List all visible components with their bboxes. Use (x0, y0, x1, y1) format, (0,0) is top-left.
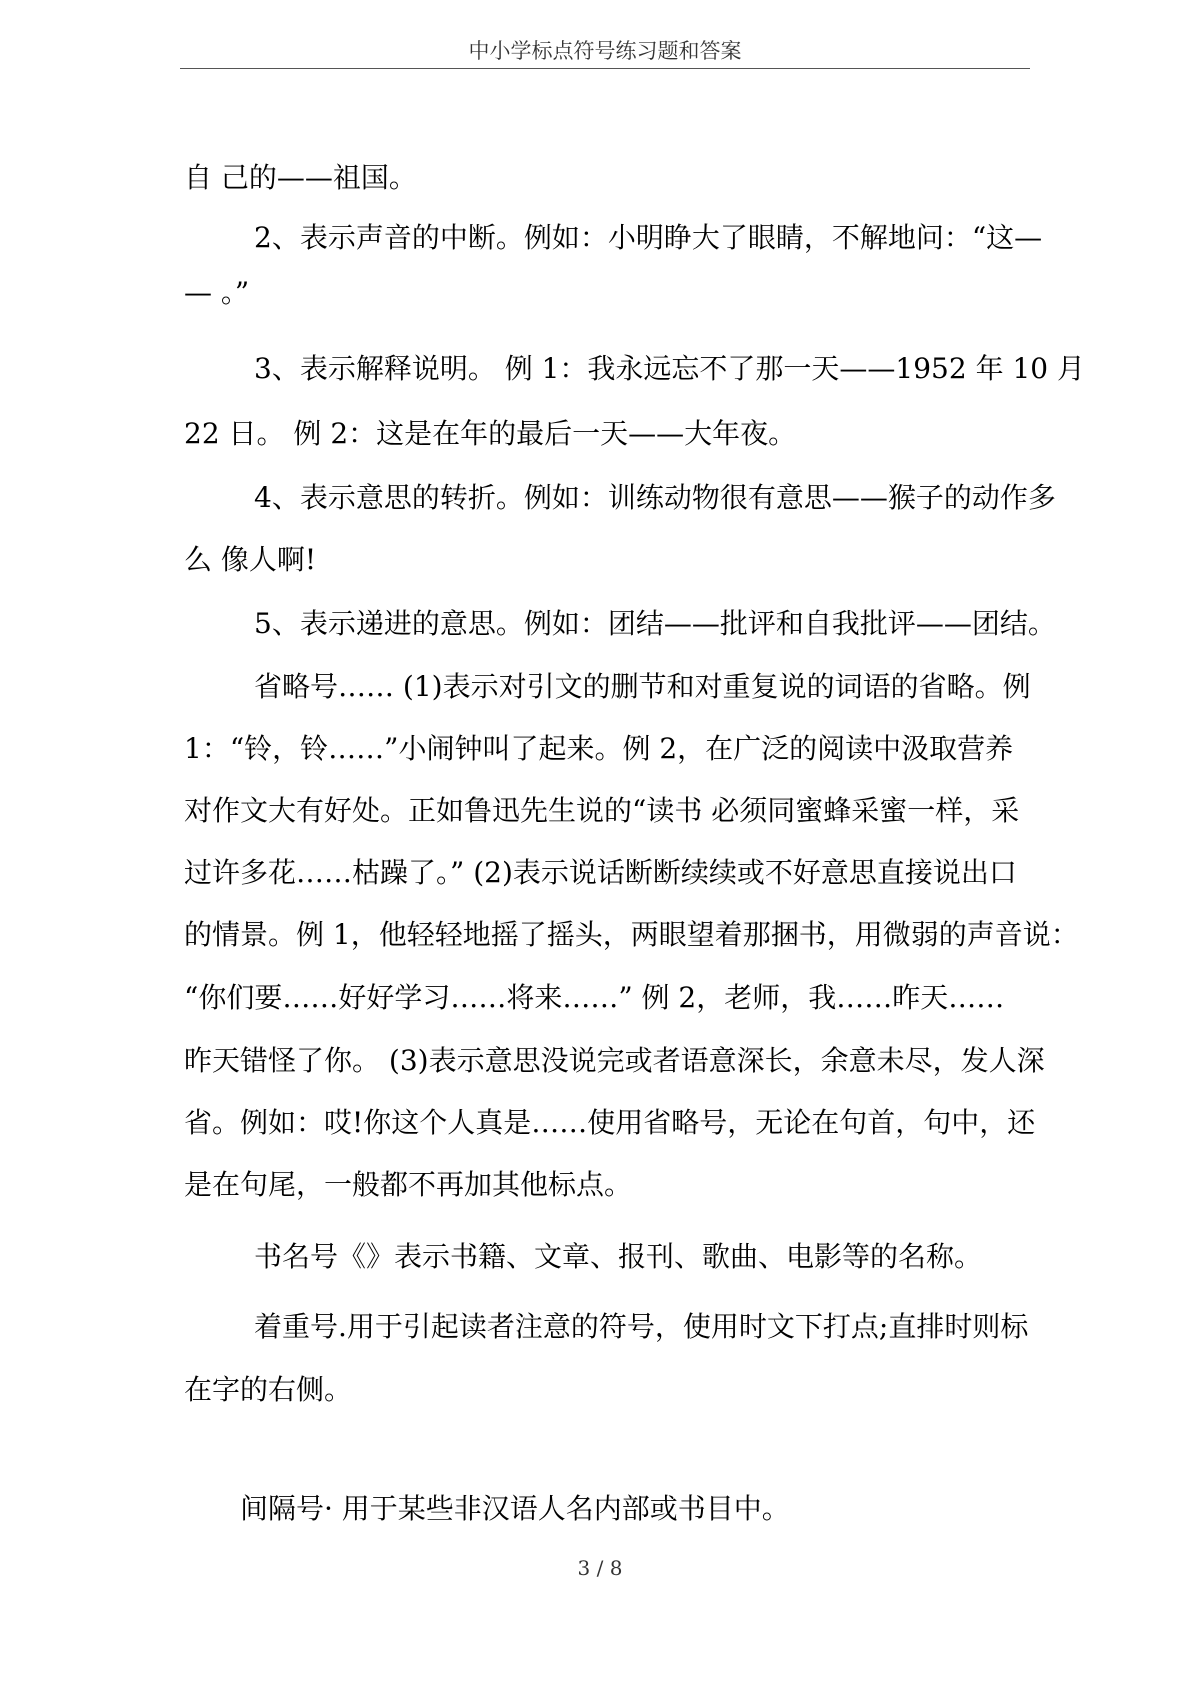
text-line: 3、表示解释说明。 例 1：我永远忘不了那一天——1952 年 10 月 (254, 352, 1086, 385)
page-header (180, 34, 1030, 69)
text-line: 么 像人啊! (184, 543, 317, 576)
text-line: 昨天错怪了你。 (3)表示意思没说完或者语意深长，余意未尽，发人深 (184, 1044, 1045, 1077)
text-line: 1：“铃，铃……”小闹钟叫了起来。例 2，在广泛的阅读中汲取营养 (184, 732, 1014, 765)
text-line: 省略号…… (1)表示对引文的删节和对重复说的词语的省略。例 (254, 670, 1031, 703)
text-line: 5、表示递进的意思。例如：团结——批评和自我批评——团结。 (254, 607, 1056, 640)
text-line: 22 日。 例 2：这是在年的最后一天——大年夜。 (184, 417, 797, 450)
text-line: “你们要……好好学习……将来……” 例 2，老师，我……昨天…… (184, 981, 1005, 1014)
text-line: 着重号.用于引起读者注意的符号，使用时文下打点;直排时则标 (254, 1310, 1029, 1343)
text-line: 对作文大有好处。正如鲁迅先生说的“读书 必须同蜜蜂采蜜一样，采 (184, 794, 1020, 827)
text-line: 间隔号· 用于某些非汉语人名内部或书目中。 (240, 1492, 790, 1525)
text-line: 自 己的——祖国。 (184, 161, 417, 194)
page-number: 3 / 8 (577, 1556, 623, 1580)
text-line: 4、表示意思的转折。例如：训练动物很有意思——猴子的动作多 (254, 481, 1056, 514)
text-line: 书名号《》表示书籍、文章、报刊、歌曲、电影等的名称。 (254, 1240, 983, 1273)
text-line: 2、表示声音的中断。例如：小明睁大了眼睛，不解地问：“这— (254, 221, 1043, 254)
text-line: 的情景。例 1，他轻轻地摇了摇头，两眼望着那捆书，用微弱的声音说： (184, 918, 1079, 951)
document-title: 中小学标点符号练习题和答案 (468, 39, 742, 63)
text-line: 在字的右侧。 (184, 1373, 353, 1406)
text-line: 省。例如：哎!你这个人真是……使用省略号，无论在句首，句中，还 (184, 1106, 1036, 1139)
text-line: — 。” (184, 276, 250, 309)
text-line: 是在句尾，一般都不再加其他标点。 (184, 1168, 633, 1201)
text-line: 过许多花……枯躁了。” (2)表示说话断断续续或不好意思直接说出口 (184, 856, 1017, 889)
